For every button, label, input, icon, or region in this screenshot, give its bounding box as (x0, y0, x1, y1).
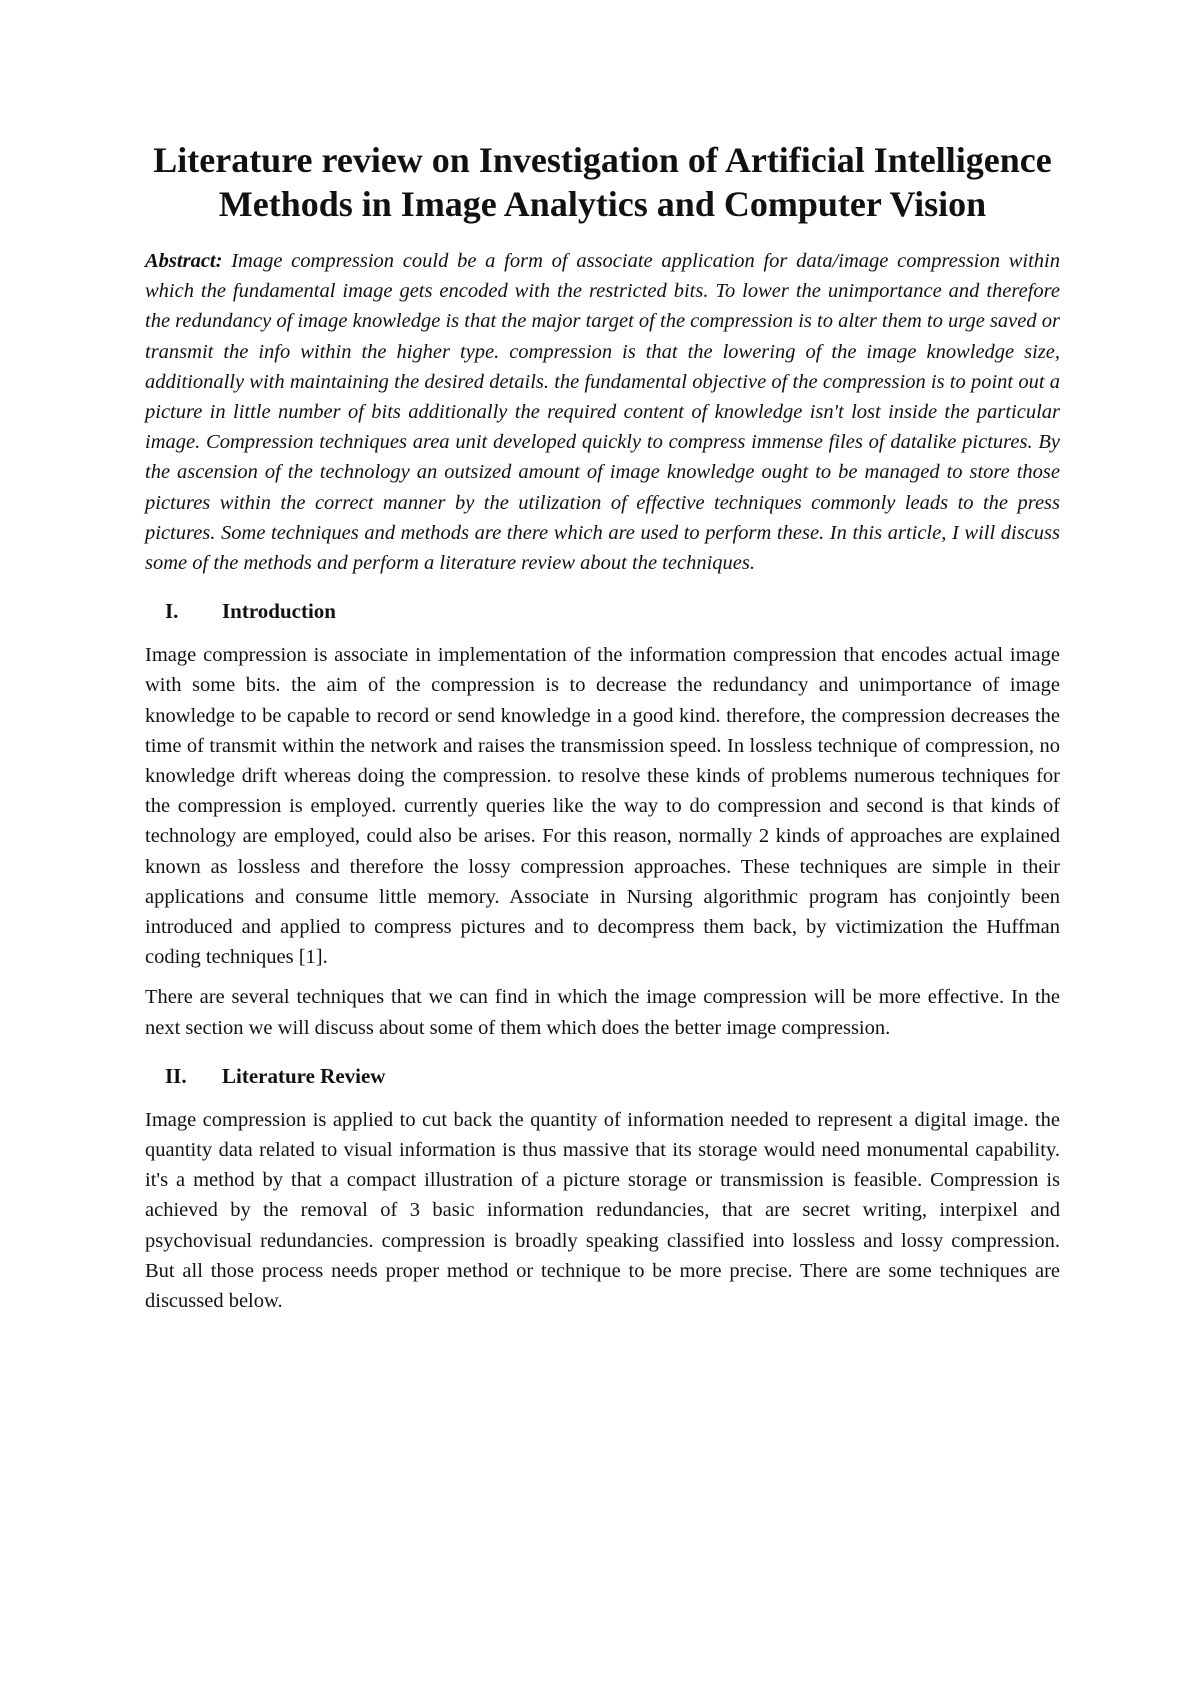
paper-title-line-1: Literature review on Investigation of Artificial Intelligence (153, 140, 1052, 180)
section-heading-literature-review (145, 1061, 1060, 1091)
section-number: II. (165, 1063, 187, 1088)
paper-title-line-2: Methods in Image Analytics and Computer Vision (218, 184, 987, 224)
introduction-paragraph-1: Image compression is associate in implementation of the information compression that encodes actual image with some bits. the aim of the compression is to decrease the redundancy and unimportance of image knowledge to be capable to record or send knowledge in a good kind. therefore, the compression decreases the time of transmit within the network and raises the transmission speed. In lossless technique of compression, no knowledge drift whereas doing the compression. to resolve these kinds of problems numerous techniques for the compression is employed. currently queries like the way to do compression and second is that kinds of technology are employed, could also be arises. For this reason, normally 2 kinds of approaches are explained known as lossless and therefore the lossy compression approaches. These techniques are simple in their applications and consume little memory. Associate in Nursing algorithmic program has conjointly been introduced and applied to compress pictures and to decompress them back, by victimization the Huffman coding techniques [1]. (145, 644, 1060, 969)
section-heading-introduction (145, 596, 1060, 626)
section-title: Introduction (222, 599, 336, 624)
document-page (145, 138, 1060, 1316)
introduction-paragraph-2: There are several techniques that we can find in which the image compression will be more effective. In the next section we will discuss about some of them which does the better image compression. (145, 986, 1060, 1039)
abstract (145, 246, 1060, 578)
section-title: Literature Review (222, 1063, 386, 1088)
abstract-text: Image compression could be a form of associate application for data/image compression within which the fundamental image gets encoded with the restricted bits. To lower the unimportance and therefore the redundancy of image knowledge is that the major target of the compression is to alter them to urge saved or transmit the info within the higher type. compression is that the lowering of the image knowledge size, additionally with maintaining the desired details. the fundamental objective of the compression is to point out a picture in little number of bits additionally the required content of knowledge isn't lost inside the particular image. Compression techniques area unit developed quickly to compress immense files of datalike pictures. By the ascension of the technology an outsized amount of image knowledge ought to be managed to store those pictures within the correct manner by the utilization of effective techniques commonly leads to the press pictures. Some techniques and methods are there which are used to perform these. In this article, I will discuss some of the methods and perform a literature review about the techniques. (145, 250, 1061, 575)
section-number: I. (165, 599, 179, 624)
literature-review-paragraph-1: Image compression is applied to cut back the quantity of information needed to represent a digital image. the quantity data related to visual information is thus massive that its storage would need monumental capability. it's a method by that a compact illustration of a picture storage or transmission is feasible. Compression is achieved by the removal of 3 basic information redundancies, that are secret writing, interpixel and psychovisual redundancies. compression is broadly speaking classified into lossless and lossy compression. But all those process needs proper method or technique to be more precise. There are some techniques are discussed below. (145, 1108, 1060, 1313)
abstract-label: Abstract: (145, 250, 223, 272)
paper-title (145, 138, 1060, 226)
